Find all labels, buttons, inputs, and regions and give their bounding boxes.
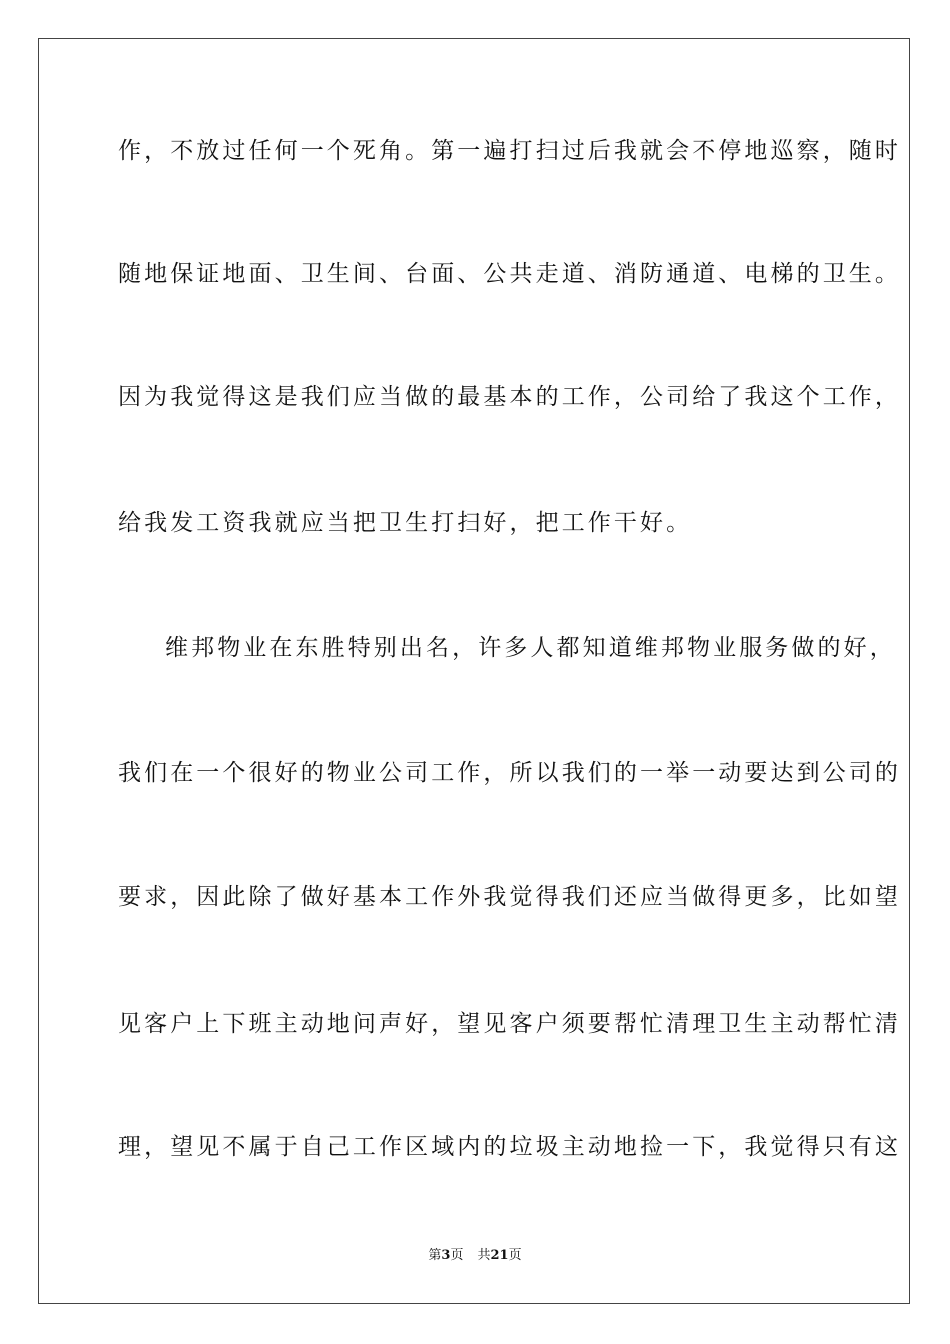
paragraph-line: 因为我觉得这是我们应当做的最基本的工作，公司给了我这个工作， [118,384,901,410]
paragraph-line: 作，不放过任何一个死角。第一遍打扫过后我就会不停地巡察，随时 [118,138,901,164]
paragraph-line: 理，望见不属于自己工作区域内的垃圾主动地捡一下，我觉得只有这 [118,1134,901,1160]
total-pages: 21 [490,1248,509,1263]
paragraph-line: 要求，因此除了做好基本工作外我觉得我们还应当做得更多，比如望 [118,884,901,910]
page-footer [0,1247,950,1265]
page-border [38,38,910,1304]
paragraph-line: 给我发工资我就应当把卫生打扫好，把工作干好。 [118,510,693,536]
paragraph-line: 随地保证地面、卫生间、台面、公共走道、消防通道、电梯的卫生。 [118,261,901,287]
paragraph-line: 见客户上下班主动地问声好，望见客户须要帮忙清理卫生主动帮忙清 [118,1011,901,1037]
page-suffix: 页 [450,1248,464,1263]
total-prefix: 共 [477,1248,491,1263]
paragraph-first-line: 维邦物业在东胜特别出名，许多人都知道维邦物业服务做的好， [165,635,896,661]
page-number: 3 [441,1248,451,1263]
total-suffix: 页 [508,1248,522,1263]
paragraph-line: 我们在一个很好的物业公司工作，所以我们的一举一动要达到公司的 [118,760,901,786]
page-prefix: 第 [428,1248,442,1263]
